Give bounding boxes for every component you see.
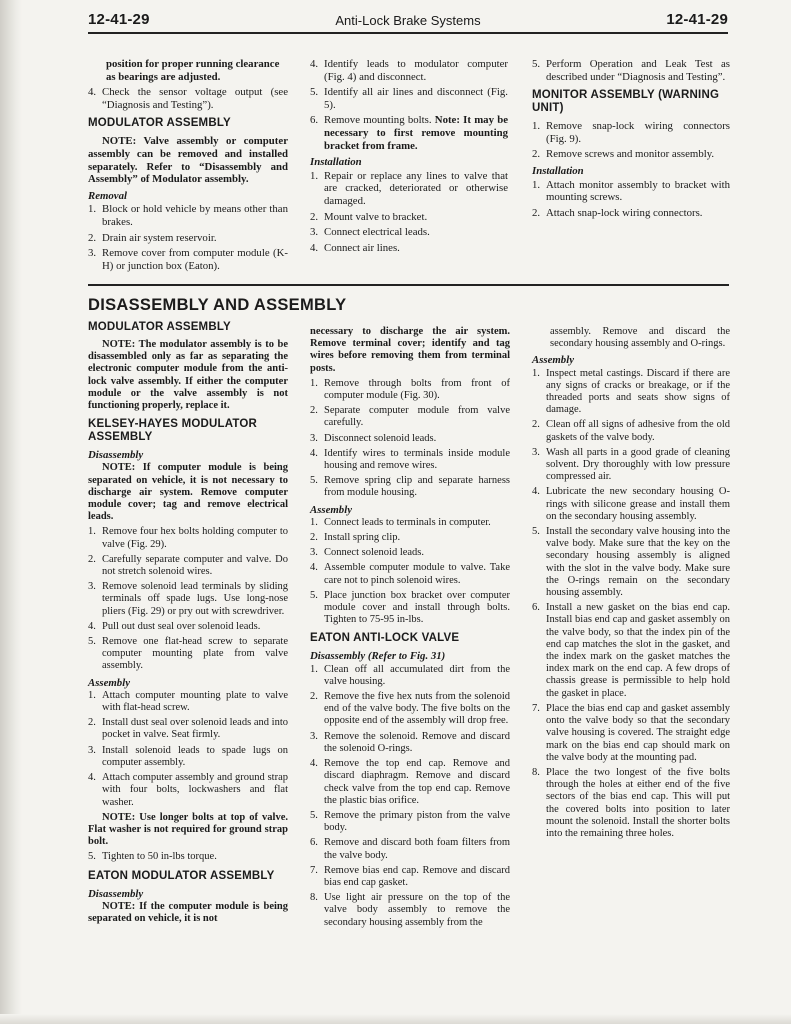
page-number-right: 12-41-29	[666, 11, 728, 28]
list-item: 4. Identify wires to terminals inside module housing and remove wires.	[310, 447, 510, 472]
bottom-column-3	[532, 326, 730, 843]
list-item: 5. Remove one flat-head screw to separate computer mounting plate from valve assembly.	[88, 636, 288, 672]
list-item: 4. Check the sensor voltage output (see “Diagnosis and Testing”).	[88, 86, 288, 111]
list-item: 5. Remove spring clip and separate harness from module housing.	[310, 475, 510, 499]
subheading-disassembly: Disassembly	[88, 449, 144, 462]
list-item: 4. Lubricate the new secondary housing O-rings with silicone grease and install them on the secondary housing assembly.	[532, 486, 730, 522]
list-item: 3. Remove the solenoid. Remove and discard the solenoid O-rings.	[310, 730, 510, 754]
list-item: 3. Install solenoid leads to spade lugs on computer assembly.	[88, 744, 288, 768]
list-item: 2. Drain air system reservoir.	[88, 231, 217, 244]
list-item: 4. Assemble computer module to valve. Take care not to pinch solenoid wires.	[310, 562, 510, 586]
section-heading: KELSEY-HAYES MODULATOR ASSEMBLY	[88, 418, 258, 444]
note-text: NOTE: If the computer module is being separated on vehicle, it is not	[88, 900, 288, 924]
list-item: 6. Remove and discard both foam filters from the valve body.	[310, 837, 510, 861]
list-item: 2. Clean off all signs of adhesive from the old gaskets of the valve body.	[532, 419, 730, 443]
bottom-column-2	[310, 326, 510, 932]
list-item: 4. Attach computer assembly and ground strap with four bolts, lockwashers and flat washer.	[88, 772, 288, 808]
step-list	[310, 58, 508, 152]
list-item: 6. Remove mounting bolts. Note: It may be necessary to first remove mounting bracket from frame.	[310, 114, 509, 152]
disassembly-steps	[310, 378, 510, 500]
list-item: 3. Connect solenoid leads.	[310, 547, 425, 559]
subheading-removal: Removal	[88, 189, 127, 202]
list-item: 5. Remove the primary piston from the valve body.	[310, 809, 510, 834]
continuation-text: assembly. Remove and discard the secondary housing assembly and O-rings.	[550, 326, 730, 350]
step-list	[532, 58, 730, 83]
list-item: 7. Remove bias end cap. Remove and discard bias end cap gasket.	[310, 864, 510, 888]
note-text: NOTE: Use longer bolts at top of valve. Flat washer is not required for ground strap bolt.	[88, 811, 288, 848]
note-text: NOTE: Valve assembly or computer assembly can be removed and installed separately. Refer to “Disassembly and Assembly” of Modulator assembly.	[88, 135, 288, 186]
list-item: 5. Tighten to 50 in-lbs torque.	[88, 851, 217, 863]
running-title: Anti-Lock Brake Systems	[335, 13, 481, 28]
installation-steps	[532, 179, 730, 220]
note-text: NOTE: If computer module is being separated on vehicle, it is not necessary to discharge air system. Remove computer module cover; tag and remove electrical leads.	[88, 462, 288, 523]
list-item: 8. Use light air pressure on the top of the valve body assembly to remove the secondary housing assembly from the	[310, 892, 510, 928]
list-item: 1. Remove snap-lock wiring connectors (Fig. 9).	[532, 120, 730, 145]
subheading-disassembly: Disassembly	[88, 887, 144, 900]
section-heading: EATON MODULATOR ASSEMBLY	[88, 869, 275, 882]
lead-text: position for proper running clearance as bearings are adjusted.	[106, 58, 280, 83]
header-rule	[88, 32, 728, 34]
list-item: 4. Connect air lines.	[310, 241, 400, 254]
subheading-installation: Installation	[532, 164, 584, 177]
major-section-heading: DISASSEMBLY AND ASSEMBLY	[88, 296, 347, 314]
list-item: 5. Identify all air lines and disconnect (Fig. 5).	[310, 86, 508, 111]
step-list	[532, 120, 730, 161]
binding-shadow	[0, 0, 22, 1024]
step-list	[88, 851, 288, 863]
note-text: NOTE: The modulator assembly is to be disassembled only as far as separating the electronic computer module from the anti-lock valve assembly. If either the computer module or the valve assembly is not functioning properly, replace it.	[88, 339, 288, 412]
section-heading: MONITOR ASSEMBLY (WARNING UNIT)	[532, 89, 720, 115]
list-item: 6. Install a new gasket on the bias end cap. Install bias end cap and gasket assembly on the valve body, so that the index pin of the end cap matches the slot in the gasket, and the index mark on the gasket matches the index mark on the end cap. A few drops of chassis grease is permissible to help hold the gasket in place.	[532, 602, 730, 699]
list-item: 1. Attach computer mounting plate to valve with flat-head screw.	[88, 689, 288, 714]
list-item: 2. Remove screws and monitor assembly.	[532, 148, 715, 161]
page-header	[88, 9, 728, 35]
list-item: 4. Identify leads to modulator computer (Fig. 4) and disconnect.	[310, 58, 508, 83]
list-item: 4. Pull out dust seal over solenoid leads.	[88, 620, 261, 632]
disassembly-steps	[310, 664, 510, 929]
list-item: 2. Install spring clip.	[310, 532, 401, 544]
list-item: 7. Place the bias end cap and gasket assembly onto the valve body so that the secondary valve housing is covered. The straight edge mark on the bias end cap should mark on the valve body at the mounting pad.	[532, 702, 730, 763]
list-item: 1. Clean off all accumulated dirt from the valve housing.	[310, 663, 510, 687]
section-heading: MODULATOR ASSEMBLY	[88, 117, 231, 130]
disassembly-steps	[88, 526, 288, 672]
step-list	[88, 86, 288, 111]
subheading-disassembly: Disassembly (Refer to Fig. 31)	[310, 650, 446, 663]
section-heading: EATON ANTI-LOCK VALVE	[310, 632, 460, 645]
list-item: 1. Block or hold vehicle by means other than brakes.	[88, 203, 288, 228]
list-item: 2. Install dust seal over solenoid leads and into pocket in valve. Seat firmly.	[88, 717, 288, 741]
page-bottom-edge	[0, 1014, 791, 1024]
list-item: 3. Connect electrical leads.	[310, 226, 430, 239]
subheading-assembly: Assembly	[88, 676, 130, 689]
list-item: 1. Connect leads to terminals in computer.	[310, 516, 491, 528]
note-continuation: necessary to discharge the air system. Remove terminal cover; identify and tag wires before removing them from terminal posts.	[310, 326, 510, 374]
list-item: 3. Disconnect solenoid leads.	[310, 432, 437, 444]
assembly-steps	[310, 517, 510, 627]
top-column-3	[532, 58, 730, 222]
list-item: 2. Separate computer module from valve carefully.	[310, 405, 510, 429]
assembly-steps	[88, 690, 288, 809]
list-item: 2. Attach snap-lock wiring connectors.	[532, 206, 703, 219]
assembly-steps	[532, 368, 730, 841]
list-item: 8. Place the two longest of the five bolts through the holes at either end of the five sectors of the bias end cap. This will put the covered bolts into position to later mount the solenoid. Install the shorter bolts into the remaining three holes.	[532, 766, 730, 839]
list-item: 1. Inspect metal castings. Discard if there are any signs of cracks or breakage, or if the threaded ports and seats show signs of damage.	[532, 367, 730, 416]
installation-steps	[310, 170, 508, 255]
list-item: 1. Repair or replace any lines to valve that are cracked, deteriorated or otherwise damaged.	[310, 169, 508, 207]
list-item: 3. Wash all parts in a good grade of cleaning solvent. Dry thoroughly with low pressure compressed air.	[532, 446, 730, 483]
list-item: 1. Remove four hex bolts holding computer to valve (Fig. 29).	[88, 526, 288, 550]
list-item: 2. Mount valve to bracket.	[310, 210, 428, 223]
removal-steps	[88, 203, 288, 272]
subheading-assembly: Assembly	[532, 354, 574, 367]
list-item: 3. Remove solenoid lead terminals by sliding terminals off spade lugs. Use long-nose pliers (Fig. 29) or pry out with screwdriver.	[88, 581, 288, 617]
list-item: 2. Remove the five hex nuts from the solenoid end of the valve body. The five bolts on the opposite end of the assembly will drop free.	[310, 691, 510, 727]
top-column-1	[88, 58, 288, 275]
top-column-2	[310, 58, 508, 257]
subheading-installation: Installation	[310, 156, 362, 169]
list-item: 4. Remove the top end cap. Remove and discard diaphragm. Remove and discard check valve from the top end cap. Remove the plastic bias orifice.	[310, 758, 510, 806]
list-item: 5. Install the secondary valve housing into the valve body. Make sure that the key on the secondary housing assembly is aligned with the slot in the valve body. Make sure the O-rings remain on the secondary housing assembly.	[532, 526, 730, 599]
section-rule	[88, 284, 729, 286]
subheading-assembly: Assembly	[310, 503, 352, 516]
list-item: 2. Carefully separate computer and valve. Do not stretch solenoid wires.	[88, 553, 288, 578]
list-item: 5. Place junction box bracket over computer module cover and install through bolts. Tighten to 75-95 in-lbs.	[310, 589, 510, 626]
list-item: 1. Remove through bolts from front of computer module (Fig. 30).	[310, 377, 510, 402]
section-heading: MODULATOR ASSEMBLY	[88, 321, 231, 333]
page-number-left: 12-41-29	[88, 11, 150, 28]
list-item: 5. Perform Operation and Leak Test as described under “Diagnosis and Testing”.	[532, 58, 730, 83]
list-item: 3. Remove cover from computer module (K-H) or junction box (Eaton).	[88, 247, 288, 272]
list-item: 1. Attach monitor assembly to bracket with mounting screws.	[532, 178, 730, 204]
bottom-column-1	[88, 319, 288, 928]
